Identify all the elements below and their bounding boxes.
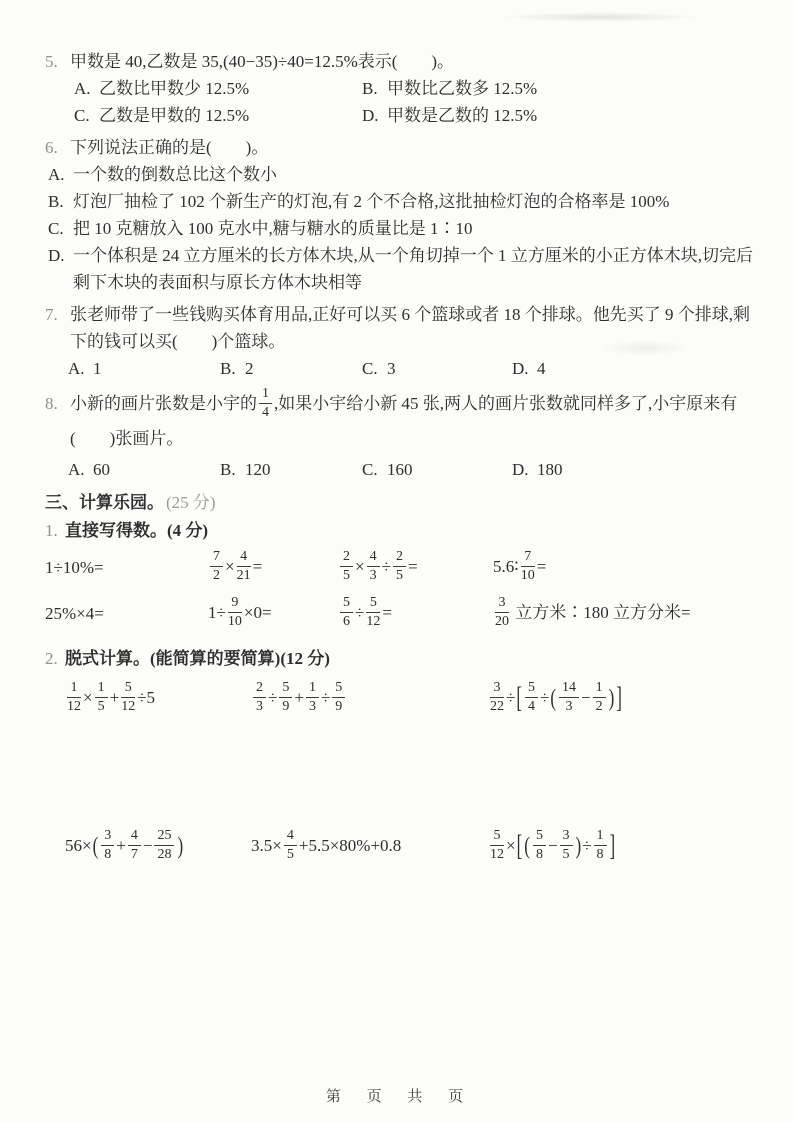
paren: ( [524, 831, 530, 860]
fraction: $\frac{7}{10}$ [520, 549, 535, 583]
section-title-text: 三、计算乐园。 [45, 493, 164, 513]
option-label: C. [48, 219, 64, 238]
option-label: A. [68, 460, 85, 480]
calc-expression: 3.5× $\frac{4}{5}$ +5.5×80%+0.8 [251, 828, 402, 862]
calc-expression: $\frac{7}{2}$ × $\frac{4}{21}$ = [208, 551, 338, 585]
fraction: $\frac{5}{12}$ [121, 680, 136, 714]
fraction: $\frac{5}{9}$ [332, 680, 345, 714]
option-text: 1 [93, 359, 102, 378]
option-b [363, 75, 763, 102]
option-text: 一个体积是 24 立方厘米的长方体木块,从一个角切掉一个 1 立方厘米的小正方体木块,切完后剩下木块的表面积与原长方体木块相等 [73, 246, 753, 292]
calc-expression: $\frac{5}{6}$ ÷ $\frac{5}{12}$ = [338, 597, 493, 631]
subsection-number: 2. [45, 649, 58, 669]
question-stem-text: 小新的画片张数是小宇的 [70, 394, 257, 413]
bracket: [ [516, 828, 523, 862]
option-c [45, 215, 763, 242]
option-a [75, 75, 363, 102]
calc-expression: $\frac{3}{20}$ 立方米∶180 立方分米= [495, 595, 691, 629]
scan-smudge [500, 12, 700, 22]
option-label: A. [68, 359, 85, 378]
fraction: $\frac{1}{8}$ [594, 828, 607, 862]
fraction: $\frac{2}{5}$ [340, 549, 353, 583]
option-grid [45, 456, 763, 483]
subsection-number: 1. [45, 521, 58, 541]
fraction: $\frac{1}{12}$ [67, 680, 81, 714]
option-b [221, 355, 363, 382]
option-text: 乙数是甲数的 12.5% [99, 106, 250, 125]
fraction: $\frac{2}{5}$ [393, 549, 406, 583]
fraction: $\frac{1}{2}$ [593, 680, 606, 714]
option-label: B. [220, 460, 236, 480]
option-label: D. [512, 460, 529, 480]
question-stem-text: 下列说法正确的是( )。 [70, 138, 269, 157]
option-text: 甲数是乙数的 12.5% [387, 106, 538, 125]
question-number: 8. [45, 394, 58, 413]
option-d [513, 355, 763, 382]
subsection-1-title [45, 517, 763, 545]
calc-expression: $\frac{3}{22}$ ÷[ $\frac{5}{4}$ ÷( $\frac{14}{3}$ − $\frac{1}{2}$ ) ] [490, 680, 622, 714]
calc-expression: $\frac{5}{12}$ ×[ ( $\frac{5}{8}$ − $\frac{3}{5}$ )÷ $\frac{1}{8}$ ] [490, 828, 616, 862]
calc-expression: 56×( $\frac{3}{8}$ + $\frac{4}{7}$ − $\frac{25}{28}$ ) [65, 828, 184, 862]
paren: ( [92, 831, 99, 860]
question-stem [45, 48, 763, 75]
option-a [69, 355, 221, 382]
fraction: $\frac{5}{9}$ [279, 680, 292, 714]
offset-calc-row-1 [45, 673, 763, 725]
subsection-title-text: 脱式计算。(能简算的要简算) [65, 649, 281, 669]
fraction: $\frac{3}{22}$ [490, 680, 504, 714]
subsection-title-text: 直接写得数。 [65, 521, 167, 541]
option-text: 甲数比乙数多 12.5% [387, 79, 538, 98]
option-label: C. [74, 106, 90, 125]
fraction [259, 386, 272, 420]
option-text: 3 [387, 359, 396, 378]
question-stem-text: 甲数是 40,乙数是 35,(40−35)÷40=12.5%表示( )。 [70, 52, 455, 71]
bracket: ] [616, 680, 622, 714]
fraction-denominator: 4 [262, 404, 269, 420]
calc-expression: $\frac{1}{12}$ × $\frac{1}{5}$ + $\frac{5}{12}$ ÷5 [67, 680, 156, 714]
paren: ) [177, 831, 184, 860]
fraction: $\frac{4}{3}$ [367, 549, 380, 583]
bracket: ] [609, 828, 616, 862]
question-stem-text: 张老师带了一些钱购买体育用品,正好可以买 6 个篮球或者 18 个排球。他先买了 9 个排球,剩下的钱可以买( )个篮球。 [70, 305, 750, 351]
option-text: 2 [245, 359, 254, 378]
calc-expression: $\frac{2}{3}$ ÷ $\frac{5}{9}$ + $\frac{1}{3}$ ÷ $\frac{5}{9}$ [251, 682, 488, 716]
option-label: D. [48, 246, 65, 265]
fraction: $\frac{5}{12}$ [490, 828, 504, 862]
option-text: 180 [537, 460, 563, 480]
section-score: (25 分) [166, 493, 216, 513]
fraction: $\frac{5}{4}$ [525, 680, 538, 714]
option-text: 4 [537, 359, 546, 378]
subsection-2-title [45, 645, 763, 673]
fraction: $\frac{9}{10}$ [227, 595, 242, 629]
option-label: A. [74, 79, 91, 98]
calc-expression: 1÷10%= [45, 558, 104, 578]
option-label: A. [48, 165, 65, 184]
option-d [363, 102, 763, 129]
option-label: C. [362, 359, 378, 378]
fraction: $\frac{3}{8}$ [101, 828, 114, 862]
offset-calc-row-2 [45, 821, 763, 873]
fraction-numerator: 1 [259, 386, 272, 404]
subsection-score: (4 分) [167, 521, 209, 541]
option-b [45, 188, 763, 215]
section-title [45, 489, 763, 517]
calc-expression: $\frac{2}{5}$ × $\frac{4}{3}$ ÷ $\frac{2}{5}$ = [338, 551, 493, 585]
fraction: $\frac{4}{21}$ [236, 549, 251, 583]
question-number: 7. [45, 305, 58, 324]
fraction: $\frac{5}{6}$ [340, 595, 353, 629]
option-label: C. [362, 460, 378, 480]
fraction: $\frac{25}{28}$ [154, 828, 174, 862]
calc-expression: 5.6∶ $\frac{7}{10}$ = [493, 549, 547, 583]
subsection-score: (12 分) [280, 649, 330, 669]
option-label: B. [362, 79, 378, 98]
paren: ) [608, 683, 615, 712]
option-text: 160 [387, 460, 413, 480]
option-label: B. [220, 359, 236, 378]
option-c [363, 456, 513, 483]
calc-expression: 1÷ $\frac{9}{10}$ ×0= [208, 595, 272, 629]
option-label: D. [512, 359, 529, 378]
fraction: $\frac{1}{5}$ [95, 680, 108, 714]
option-text: 60 [93, 460, 110, 480]
option-label: B. [48, 192, 64, 211]
question-5 [45, 48, 763, 129]
option-label: D. [362, 106, 379, 125]
option-d [45, 242, 763, 296]
fraction: $\frac{7}{2}$ [210, 549, 223, 583]
question-stem-text: ,如果小宇给小新 45 张,两人的画片张数就同样多了,小宇原来有( )张画片。 [70, 394, 738, 449]
option-a [45, 161, 763, 188]
question-number: 5. [45, 52, 58, 71]
scan-smudge [600, 340, 690, 356]
option-b [221, 456, 363, 483]
fraction: $\frac{3}{5}$ [560, 828, 573, 862]
option-grid [45, 355, 763, 382]
fraction: $\frac{2}{3}$ [253, 680, 266, 714]
option-text: 灯泡厂抽检了 102 个新生产的灯泡,有 2 个不合格,这批抽检灯泡的合格率是 100% [73, 192, 670, 211]
option-a [69, 456, 221, 483]
option-c [363, 355, 513, 382]
question-stem [45, 134, 763, 161]
calc-expression: 25%×4= [45, 604, 104, 624]
question-stem [45, 387, 763, 456]
option-d [513, 456, 763, 483]
option-text: 120 [245, 460, 271, 480]
option-text: 一个数的倒数总比这个数小 [73, 165, 277, 184]
fraction: $\frac{4}{5}$ [284, 828, 297, 862]
question-number: 6. [45, 138, 58, 157]
fraction: $\frac{4}{7}$ [128, 828, 141, 862]
paren: ( [550, 683, 557, 712]
paren: ) [575, 831, 582, 860]
direct-calc-row-2 [45, 591, 763, 637]
fraction: $\frac{5}{12}$ [366, 595, 381, 629]
direct-calc-row-1 [45, 545, 763, 591]
option-text: 乙数比甲数少 12.5% [99, 79, 250, 98]
question-8 [45, 387, 763, 483]
bracket: [ [516, 680, 523, 714]
fraction: $\frac{5}{8}$ [533, 828, 546, 862]
fraction: $\frac{3}{20}$ [495, 595, 509, 629]
option-c [75, 102, 363, 129]
option-grid [45, 75, 763, 129]
page-footer: 第 页 共 页 [325, 1089, 468, 1105]
question-6 [45, 134, 763, 296]
fraction: $\frac{14}{3}$ [559, 680, 579, 714]
fraction: $\frac{1}{3}$ [306, 680, 319, 714]
option-text: 把 10 克糖放入 100 克水中,糖与糖水的质量比是 1∶10 [73, 219, 473, 238]
